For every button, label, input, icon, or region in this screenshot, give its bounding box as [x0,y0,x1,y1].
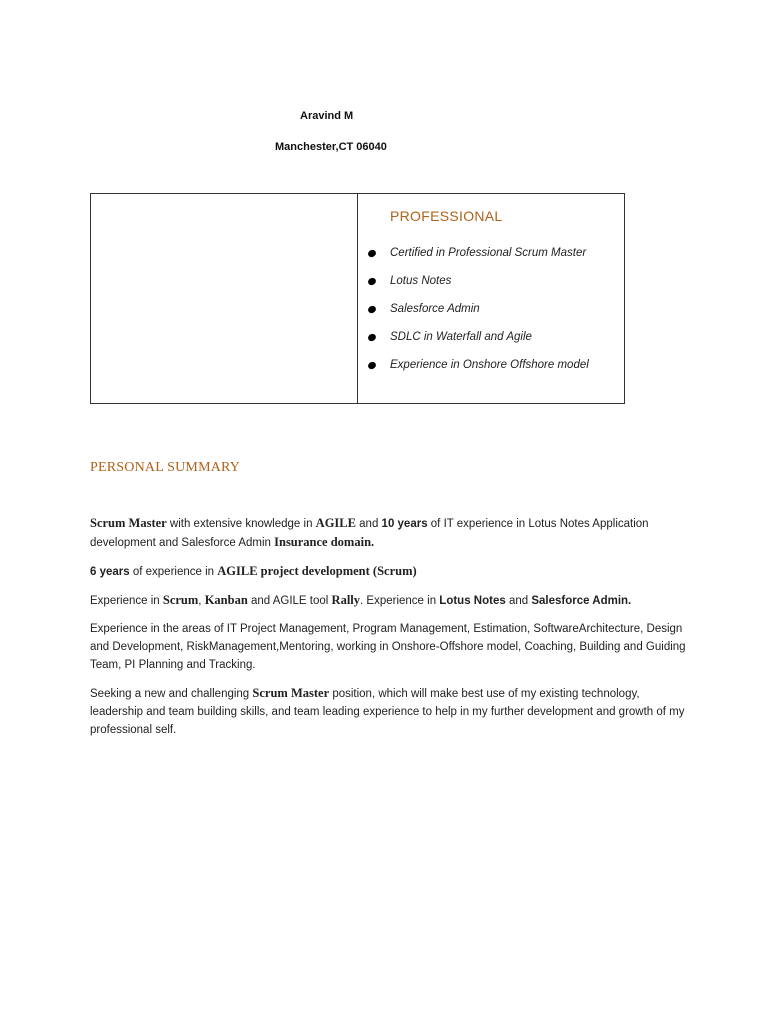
bullet-icon [367,360,377,370]
text-run: Experience in [90,595,163,607]
bullet-icon [367,332,377,342]
bullet-icon [367,248,377,258]
personal-summary-title: PERSONAL SUMMARY [90,460,241,475]
text-run: and [505,595,532,607]
text-run: position, which will make best use of my existing technology, leadership and team building skills, and team leading experience to help in my further development and growth of my professional self. [90,688,685,736]
skill-label: Experience in Onshore Offshore model [390,359,589,371]
text-run: , [198,595,205,607]
list-item [368,239,589,267]
text-emphasis: Scrum Master [90,516,167,530]
text-emphasis: Rally [331,593,361,607]
skills-table-right-cell [358,194,624,403]
summary-paragraph-1 [90,514,690,552]
skills-table [90,193,625,404]
text-emphasis: Salesforce Admin. [531,595,632,607]
skill-label: Certified in Professional Scrum Master [390,247,587,259]
text-emphasis: Scrum [162,593,199,607]
text-emphasis: AGILE [315,516,356,530]
text-run: . Experience in [360,595,440,607]
skill-label: SDLC in Waterfall and Agile [390,331,532,343]
skills-table-left-cell [91,194,358,403]
text-run: Seeking a new and challenging [90,688,253,700]
text-run: of experience in [129,566,218,578]
candidate-name: Aravind M [300,110,354,122]
bullet-icon [367,304,377,314]
personal-summary [90,514,690,749]
text-emphasis: Scrum Master [252,686,330,700]
bullet-icon [367,276,377,286]
list-item [368,295,589,323]
skills-list [368,239,589,379]
summary-paragraph-4: Experience in the areas of IT Project Management, Program Management, Estimation, SoftwareArchitecture, Design and Development, RiskManagement,Mentoring, working in Onshore-Offshore model, Coaching, Building and Guiding Team, PI Planning and Tracking. [90,623,686,671]
list-item [368,323,589,351]
text-emphasis: Kanban [204,593,248,607]
skill-label: Lotus Notes [390,275,452,287]
summary-paragraph-3 [90,591,690,610]
text-emphasis: Lotus Notes [439,595,506,607]
text-emphasis: 6 years [90,566,130,578]
text-run: and [355,518,382,530]
skill-label: Salesforce Admin [390,303,480,315]
summary-paragraph-2 [90,562,690,581]
text-emphasis: Insurance domain. [274,535,375,549]
skills-heading: PROFESSIONAL [390,208,503,224]
text-emphasis: 10 years [381,518,428,530]
list-item [368,351,589,379]
candidate-address: Manchester,CT 06040 [275,141,387,153]
summary-paragraph-5 [90,684,690,739]
list-item [368,267,589,295]
text-run: with extensive knowledge in [166,518,316,530]
text-run: of IT experience in Lotus Notes Application development and Salesforce Admin [90,518,649,549]
text-run: and AGILE tool [247,595,332,607]
text-emphasis: AGILE project development (Scrum) [217,564,417,578]
